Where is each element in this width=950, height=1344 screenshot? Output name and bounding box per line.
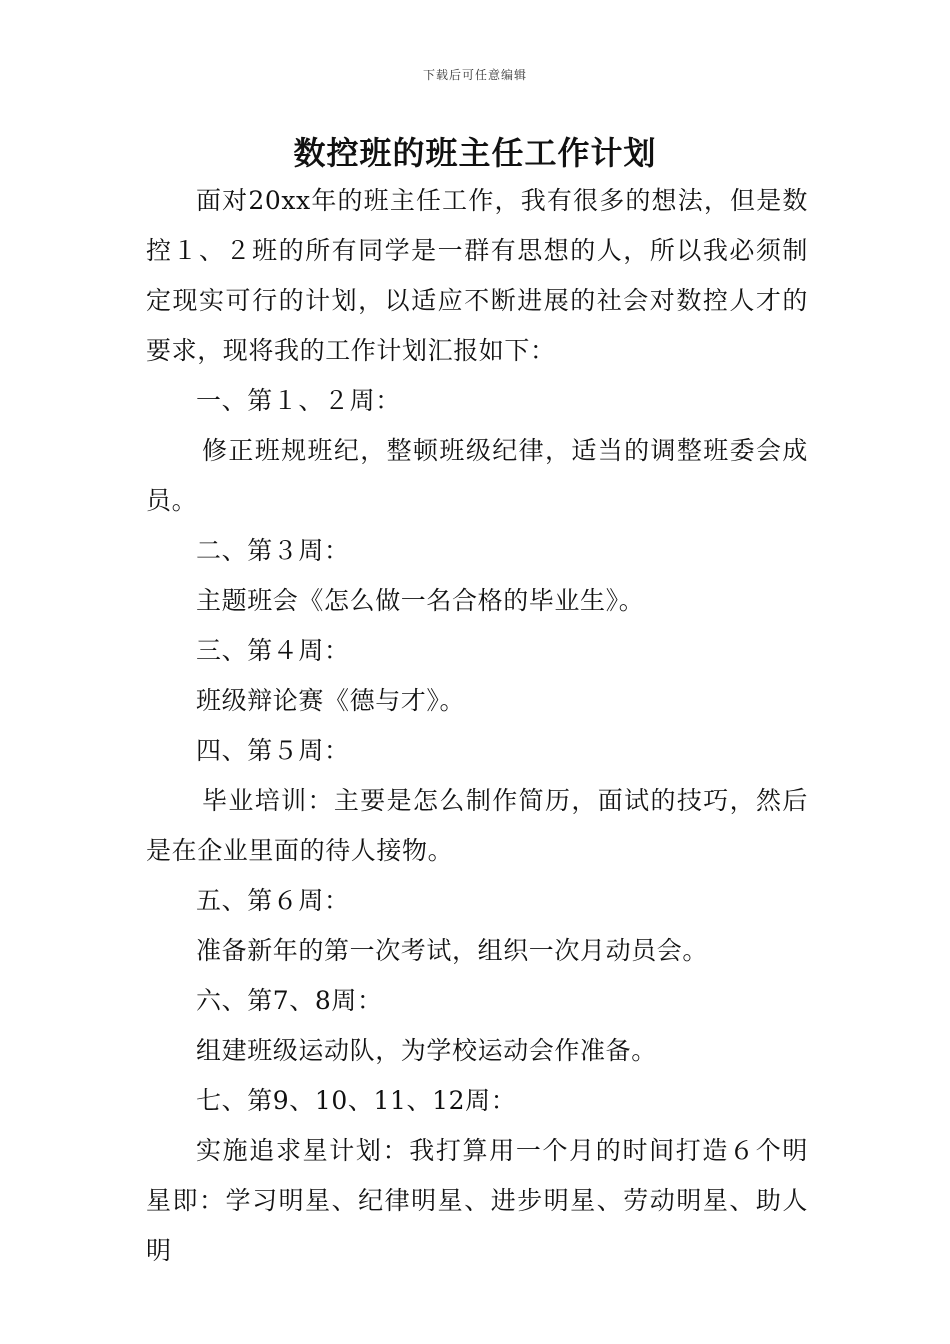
intro-paragraph: 面对20xx年的班主任工作，我有很多的想法，但是数控１、２班的所有同学是一群有思想的人，所以我必须制定现实可行的计划，以适应不断进展的社会对数控人才的要求，现将我的工作计划汇报如下： <box>146 186 808 365</box>
section-body-week-5: 毕业培训：主要是怎么制作简历，面试的技巧，然后是在企业里面的待人接物。 <box>146 786 808 865</box>
section-body-week-9-12: 实施追求星计划：我打算用一个月的时间打造６个明星即：学习明星、纪律明星、进步明星、劳动明星、助人明 <box>146 1136 808 1265</box>
section-body-week-6: 准备新年的第一次考试，组织一次月动员会。 <box>196 936 709 965</box>
section-heading-week-3: 二、第３周： <box>196 536 350 565</box>
section-heading-week-6: 五、第６周： <box>196 886 350 915</box>
section-heading-week-5: 四、第５周： <box>196 736 350 765</box>
section-heading-week-7-8: 六、第7、8周： <box>196 986 383 1015</box>
document-body <box>146 176 808 1276</box>
section-heading-week-1-2: 一、第１、２周： <box>196 386 401 415</box>
document-title: 数控班的班主任工作计划 <box>293 134 657 172</box>
section-body-week-1-2: 修正班规班纪，整顿班级纪律，适当的调整班委会成员。 <box>146 436 808 515</box>
section-heading-week-4: 三、第４周： <box>196 636 350 665</box>
section-body-week-4: 班级辩论赛《德与才》。 <box>196 686 466 715</box>
page-header-note: 下载后可任意编辑 <box>422 68 527 82</box>
section-heading-week-9-12: 七、第9、10、11、12周： <box>196 1086 517 1115</box>
section-body-week-3: 主题班会《怎么做一名合格的毕业生》。 <box>196 586 645 615</box>
section-body-week-7-8: 组建班级运动队，为学校运动会作准备。 <box>196 1036 657 1065</box>
